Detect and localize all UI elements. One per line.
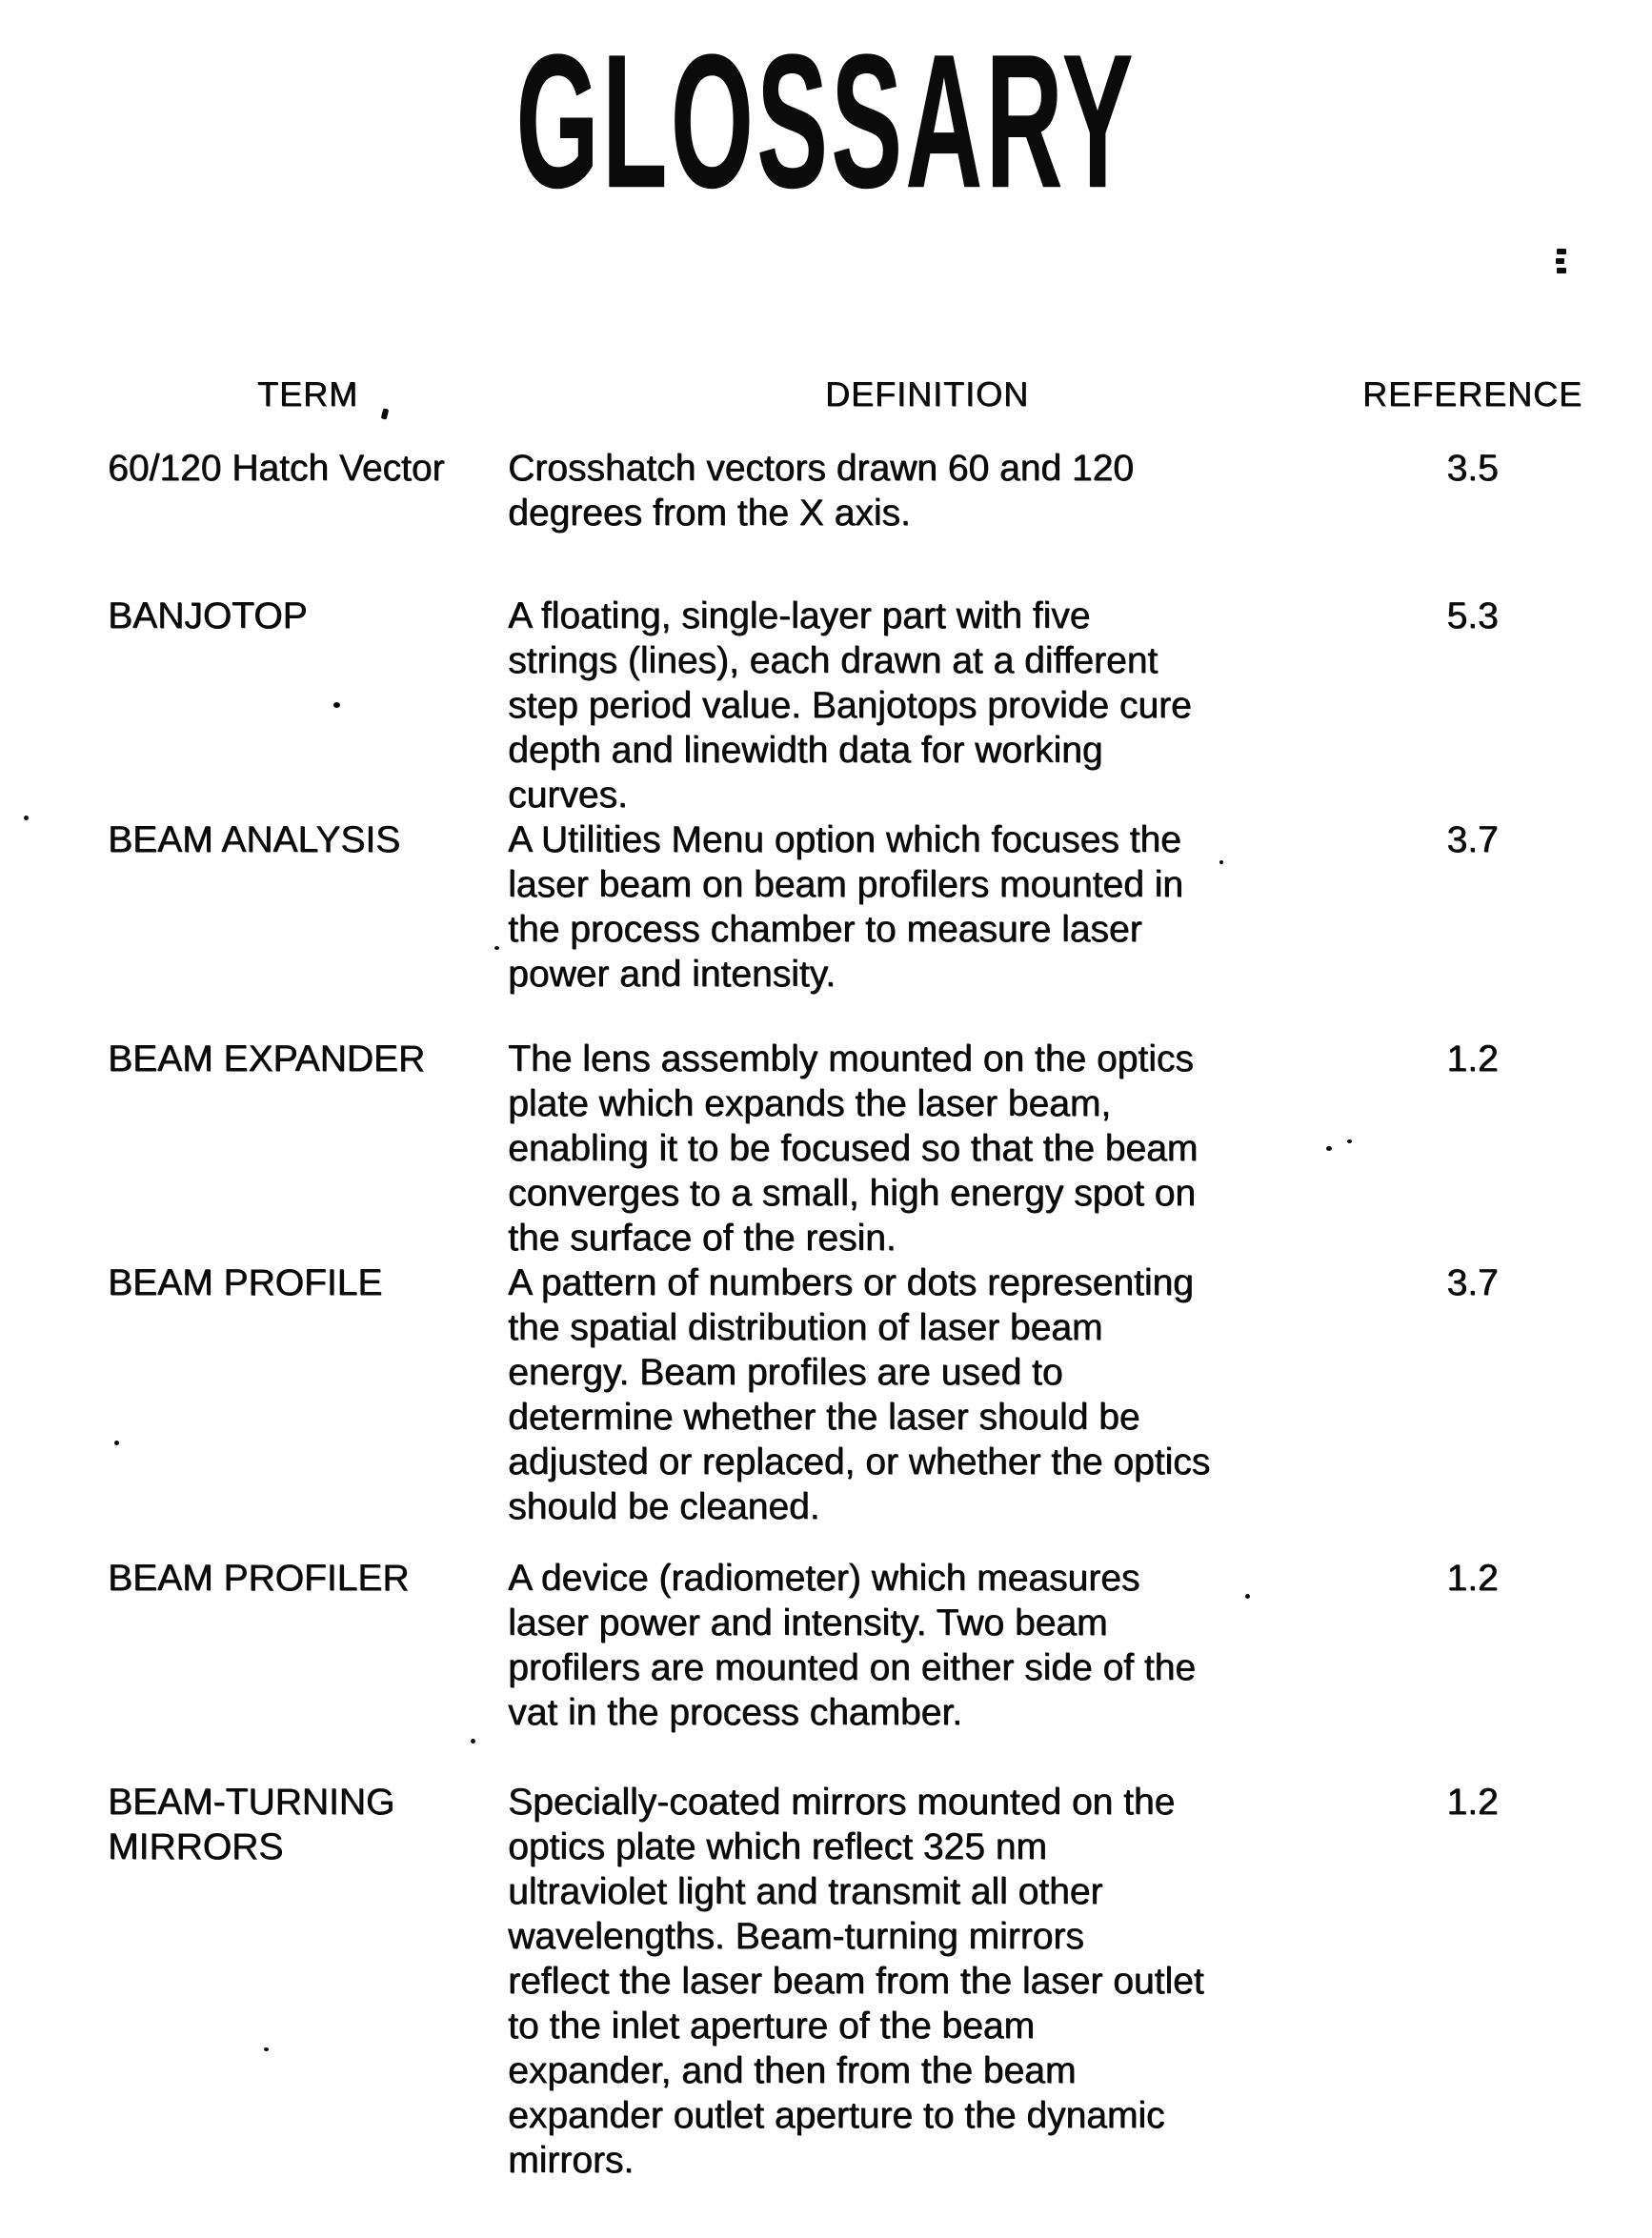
term-cell: BEAM EXPANDER <box>108 1038 426 1079</box>
definition-cell: A floating, single-layer part with five strings (lines), each drawn at a different step period value. Banjotops provide cure depth and linewidth data for working curves. <box>508 595 1192 816</box>
reference-cell: 3.7 <box>1446 1262 1499 1303</box>
reference-cell: 3.5 <box>1446 448 1499 489</box>
reference-cell: 1.2 <box>1446 1558 1499 1599</box>
page-title: GLOSSARY <box>515 15 1137 228</box>
scan-speck <box>264 2047 269 2051</box>
table-header-row <box>108 372 1652 416</box>
scan-speck <box>1347 1139 1352 1143</box>
scan-speck <box>471 1739 475 1744</box>
table-row <box>108 1260 1652 1529</box>
scan-speck <box>1557 268 1566 273</box>
table-row <box>108 1780 1652 2183</box>
table-row <box>108 1037 1652 1260</box>
term-cell: BEAM-TURNING MIRRORS <box>108 1782 395 1867</box>
column-header-definition: DEFINITION <box>825 374 1029 413</box>
column-header-reference: REFERENCE <box>1361 374 1583 413</box>
scan-speck <box>1245 1594 1250 1599</box>
term-cell: BEAM PROFILE <box>108 1262 383 1303</box>
reference-cell: 5.3 <box>1446 595 1499 636</box>
glossary-table <box>0 372 1652 2183</box>
table-row <box>108 1556 1652 1735</box>
scan-speck <box>1326 1146 1332 1151</box>
scan-speck <box>1557 249 1566 254</box>
reference-cell: 1.2 <box>1446 1782 1499 1823</box>
table-row <box>108 817 1652 997</box>
reference-cell: 1.2 <box>1446 1038 1499 1079</box>
term-cell: BEAM ANALYSIS <box>108 819 401 860</box>
scan-speck <box>24 816 29 820</box>
scan-speck <box>1556 258 1564 264</box>
definition-cell: The lens assembly mounted on the optics plate which expands the laser beam, enabling it to be focused so that the beam converges to a small, high energy spot on the surface of the resin. <box>508 1038 1199 1259</box>
scan-speck <box>333 702 340 708</box>
definition-cell: Crosshatch vectors drawn 60 and 120 degrees from the X axis. <box>508 448 1134 534</box>
term-cell: BANJOTOP <box>108 595 308 636</box>
term-cell: BEAM PROFILER <box>108 1558 410 1599</box>
definition-cell: Specially-coated mirrors mounted on the optics plate which reflect 325 nm ultraviolet light and transmit all other wavelengths. Beam-turning mirrors reflect the laser beam from the laser outlet to the inlet aperture of the beam expander, and then from the beam expander outlet aperture to the dynamic mirrors. <box>508 1782 1204 2181</box>
definition-cell: A device (radiometer) which measures laser power and intensity. Two beam profilers are mounted on either side of the vat in the process chamber. <box>508 1558 1196 1733</box>
definition-cell: A Utilities Menu option which focuses the laser beam on beam profilers mounted in the process chamber to measure laser power and intensity. <box>508 819 1183 995</box>
scan-speck <box>1219 860 1223 864</box>
column-header-term: TERM <box>257 374 358 413</box>
scan-speck <box>114 1441 119 1445</box>
term-cell: 60/120 Hatch Vector <box>108 448 445 489</box>
definition-cell: A pattern of numbers or dots representing the spatial distribution of laser beam energy. Beam profiles are used to determine whether the laser should be adjusted or replaced, or whether the optics should be cleaned. <box>508 1262 1211 1527</box>
scan-speck <box>494 946 499 950</box>
table-row <box>108 446 1652 535</box>
reference-cell: 3.7 <box>1446 819 1499 860</box>
